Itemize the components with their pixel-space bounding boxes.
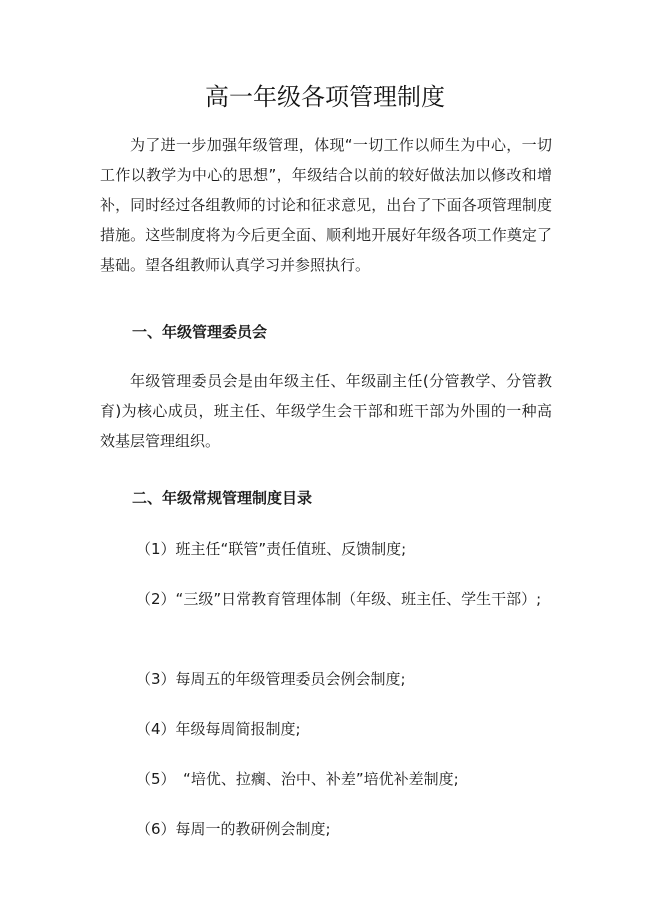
section-heading-committee: 一、年级管理委员会 (132, 323, 268, 341)
regulation-item: （6）每周一的教研例会制度; (136, 820, 331, 838)
document-title: 高一年级各项管理制度 (205, 83, 445, 111)
regulation-item: （5） “培优、拉瘸、治中、补差”培优补差制度; (136, 770, 459, 788)
section-heading-regulations: 二、年级常规管理制度目录 (132, 489, 313, 507)
regulation-item: （3）每周五的年级管理委员会例会制度; (136, 670, 406, 688)
regulation-item: （1）班主任“联管”责任值班、反馈制度; (136, 540, 407, 558)
committee-paragraph: 年级管理委员会是由年级主任、年级副主任(分管教学、分管教育)为核心成员，班主任、年级学生会干部和班干部为外围的一种高效基层管理组织。 (100, 372, 552, 450)
intro-paragraph: 为了进一步加强年级管理，体现“一切工作以师生为中心，一切工作以教学为中心的思想”，年级结合以前的较好做法加以修改和增补，同时经过各组教师的讨论和征求意见，出台了下面各项管理制度措施。这些制度将为今后更全面、顺利地开展好年级各项工作奠定了基础。望各组教师认真学习并参照执行。 (100, 136, 552, 274)
regulation-item: （4）年级每周简报制度; (136, 720, 301, 738)
regulation-item: （2）“三级”日常教育管理体制（年级、班主任、学生干部）; (136, 590, 542, 608)
